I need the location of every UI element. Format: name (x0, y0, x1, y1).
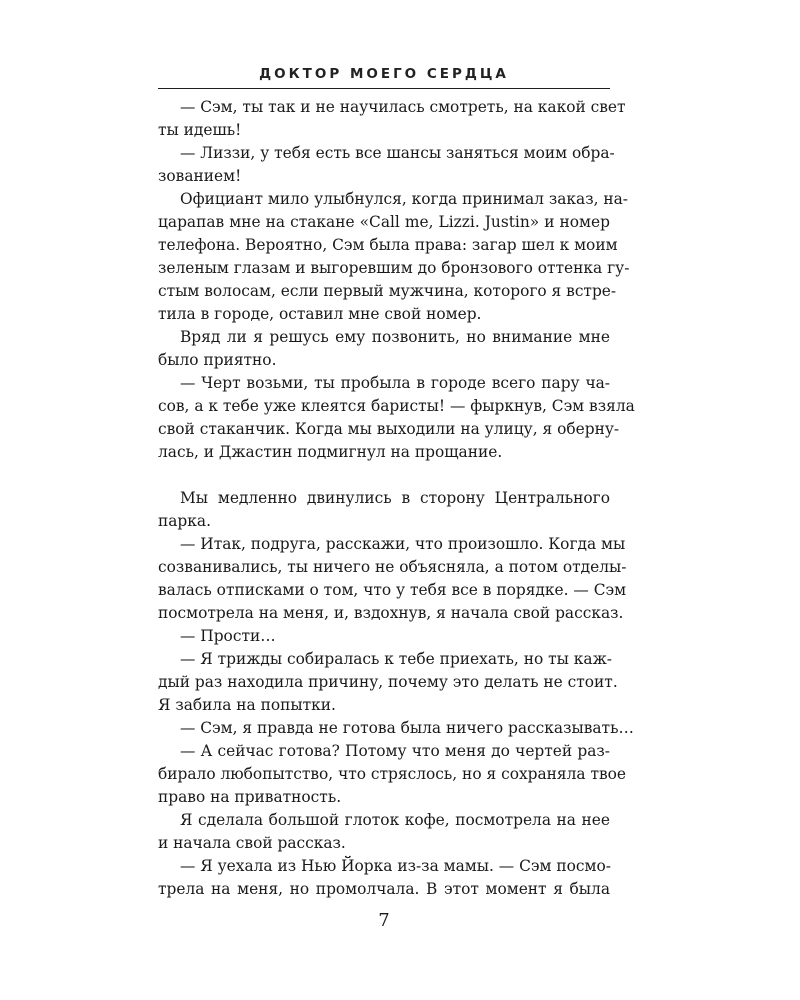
text-line: царапав мне на стакане «Call me, Lizzi. Justin» и номер (158, 213, 610, 231)
text-line: — Я трижды собиралась к тебе приехать, но ты каж- (180, 650, 612, 668)
text-line: созванивались, ты ничего не объясняла, а потом отделы- (158, 558, 627, 576)
text-line: валась отписками о том, что у тебя все в порядке. — Сэм (158, 581, 627, 599)
paragraph-break (158, 464, 610, 487)
text-line: телефона. Вероятно, Сэм была права: загар шел к моим (158, 236, 618, 254)
text-line: право на приватность. (158, 788, 342, 806)
text-line: Я сделала большой глоток кофе, посмотрела на нее (180, 811, 610, 829)
text-line: зеленым глазам и выгоревшим до бронзового оттенка гу- (158, 259, 630, 277)
running-head: ДОКТОР МОЕГО СЕРДЦА (259, 66, 509, 82)
text-line: ты идешь! (158, 121, 242, 139)
text-line: Я забила на попытки. (158, 696, 336, 714)
text-line: дый раз находила причину, почему это делать не стоит. (158, 673, 618, 691)
text-line: стым волосам, если первый мужчина, которого я встре- (158, 282, 617, 300)
text-line: — Сэм, я правда не готова была ничего рассказывать… (180, 719, 634, 737)
text-line: зованием! (158, 167, 242, 185)
text-line: свой стаканчик. Когда мы выходили на улицу, я оберну- (158, 420, 620, 438)
text-line: — А сейчас готова? Потому что меня до чертей раз- (180, 742, 610, 760)
text-line: Мы медленно двинулись в сторону Центрального (180, 489, 610, 507)
text-line: Официант мило улыбнулся, когда принимал заказ, на- (180, 190, 629, 208)
text-line: тила в городе, оставил мне свой номер. (158, 305, 482, 323)
header-rule (158, 88, 610, 89)
text-line: — Черт возьми, ты пробыла в городе всего пару ча- (180, 374, 610, 392)
text-line: было приятно. (158, 351, 277, 369)
page-number: 7 (378, 910, 390, 931)
text-line: и начала свой рассказ. (158, 834, 346, 852)
text-line: — Лиззи, у тебя есть все шансы заняться моим обра- (180, 144, 615, 162)
page-body (158, 96, 635, 901)
text-line: посмотрела на меня, и, вздохнув, я начала свой рассказ. (158, 604, 624, 622)
text-line: сов, а к тебе уже клеятся баристы! — фыркнув, Сэм взяла (158, 397, 635, 415)
text-line: Вряд ли я решусь ему позвонить, но внимание мне (180, 328, 610, 346)
text-line: — Я уехала из Нью Йорка из-за мамы. — Сэм посмо- (180, 857, 611, 875)
text-line: — Сэм, ты так и не научилась смотреть, на какой свет (180, 98, 626, 116)
text-line: парка. (158, 512, 211, 530)
text-line: трела на меня, но промолчала. В этот момент я была (158, 880, 610, 898)
text-line: лась, и Джастин подмигнул на прощание. (158, 443, 503, 461)
text-line: — Прости… (180, 627, 276, 645)
text-line: бирало любопытство, что стряслось, но я сохраняла твое (158, 765, 627, 783)
text-line: — Итак, подруга, расскажи, что произошло. Когда мы (180, 535, 626, 553)
